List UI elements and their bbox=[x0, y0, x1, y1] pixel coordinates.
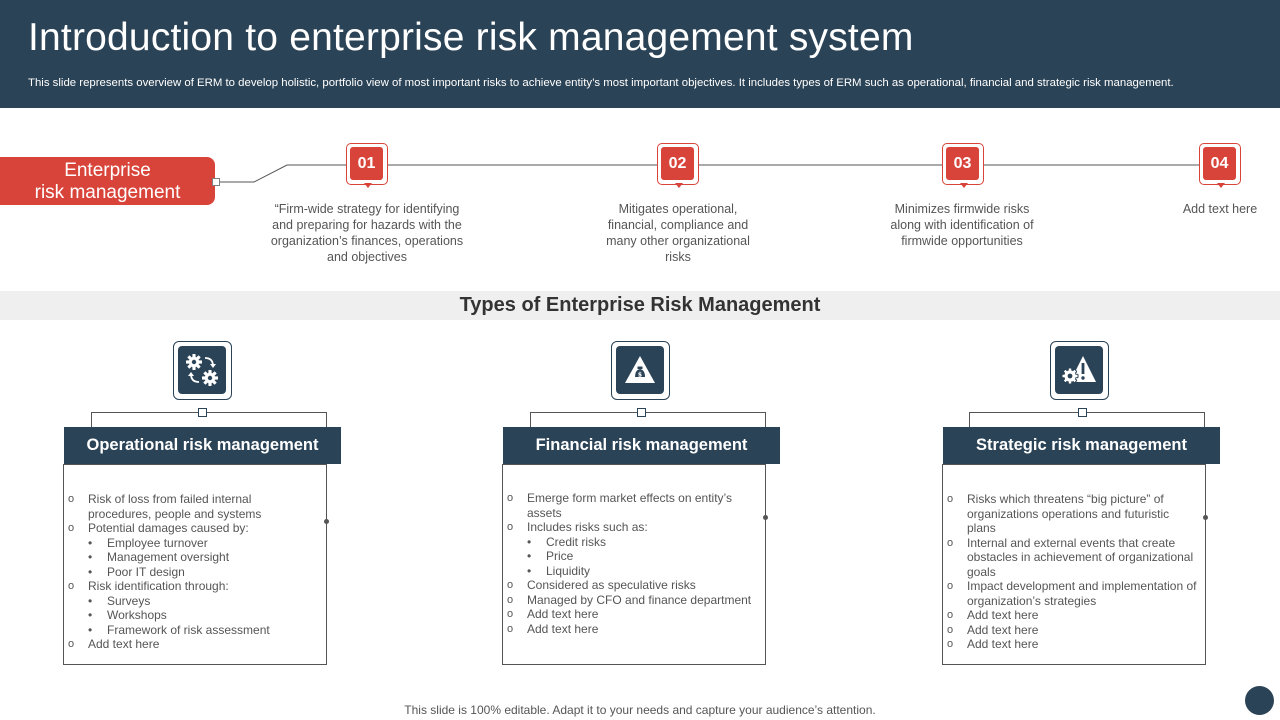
step-04-text: Add text here bbox=[1182, 202, 1258, 216]
operational-bracket bbox=[91, 412, 327, 428]
erm-pill-line1: Enterprise bbox=[64, 160, 151, 181]
gear-warning-icon bbox=[1059, 350, 1099, 390]
step-02-marker bbox=[657, 143, 699, 185]
step-02-text: Mitigates operational, financial, compliance and many other organizational risks bbox=[606, 202, 750, 264]
list-item: o Internal and external events that create obstacles in achievement of organizational goals bbox=[947, 536, 1197, 580]
operational-frame-dot bbox=[324, 519, 329, 524]
list-item: o Risk identification through: bbox=[68, 579, 318, 594]
list-item: o Impact development and implementation of organization’s strategies bbox=[947, 579, 1197, 608]
step-pointer bbox=[960, 183, 968, 188]
step-01-marker bbox=[346, 143, 388, 185]
svg-text:$: $ bbox=[637, 371, 643, 379]
list-item: o Risks which threatens “big picture” of organizations operations and futuristic plans bbox=[947, 492, 1197, 536]
list-item: o Add text here bbox=[947, 637, 1197, 652]
list-item: o Add text here bbox=[507, 622, 757, 637]
gears-process-icon bbox=[182, 350, 222, 390]
sub-bullet-item: • Framework of risk assessment bbox=[68, 623, 318, 638]
sub-bullet-item: • Management oversight bbox=[68, 550, 318, 565]
step-pointer bbox=[675, 183, 683, 188]
list-item: o Managed by CFO and finance department bbox=[507, 593, 757, 608]
step-number: 03 bbox=[946, 147, 979, 180]
step-04-marker bbox=[1199, 143, 1241, 185]
sub-bullet-item: • Liquidity bbox=[507, 564, 757, 579]
sub-bullet-item: • Credit risks bbox=[507, 535, 757, 550]
sub-bullet-item: • Surveys bbox=[68, 594, 318, 609]
sub-bullet-item: • Price bbox=[507, 549, 757, 564]
slide-subtitle: This slide represents overview of ERM to develop holistic, portfolio view of most important risks to achieve entity’s most important objectives. It includes types of ERM such as operational, financial and strategic risk management. bbox=[28, 77, 1174, 89]
sub-bullet-item: • Employee turnover bbox=[68, 536, 318, 551]
step-number: 01 bbox=[350, 147, 383, 180]
operational-icon-frame bbox=[173, 341, 232, 400]
financial-frame-dot bbox=[763, 515, 768, 520]
timeline-connector bbox=[0, 130, 1280, 190]
corner-dot bbox=[1245, 686, 1274, 715]
strategic-list bbox=[947, 492, 1197, 652]
step-01-text: “Firm-wide strategy for identifying and preparing for hazards with the organization’s finances, operations and objectives bbox=[270, 202, 464, 264]
step-03-marker bbox=[942, 143, 984, 185]
financial-label: Financial risk management bbox=[503, 427, 780, 464]
erm-pill-line2: risk management bbox=[34, 182, 181, 203]
list-item: o Includes risks such as: bbox=[507, 520, 757, 535]
sub-bullet-item: • Workshops bbox=[68, 608, 318, 623]
strategic-bracket bbox=[969, 412, 1205, 428]
header-bar bbox=[0, 0, 1280, 108]
list-item: o Risk of loss from failed internal procedures, people and systems bbox=[68, 492, 318, 521]
step-pointer bbox=[1217, 183, 1225, 188]
step-03-text: Minimizes firmwide risks along with identification of firmwide opportunities bbox=[890, 202, 1034, 248]
strategic-frame-dot bbox=[1203, 515, 1208, 520]
step-pointer bbox=[364, 183, 372, 188]
step-number: 02 bbox=[661, 147, 694, 180]
list-item: o Emerge form market effects on entity’s assets bbox=[507, 491, 757, 520]
sub-bullet-item: • Poor IT design bbox=[68, 565, 318, 580]
types-title: Types of Enterprise Risk Management bbox=[459, 294, 821, 316]
operational-knob bbox=[198, 408, 207, 417]
step-number: 04 bbox=[1203, 147, 1236, 180]
list-item: o Add text here bbox=[68, 637, 318, 652]
money-warning-icon bbox=[620, 350, 660, 390]
list-item: o Add text here bbox=[947, 608, 1197, 623]
slide-title: Introduction to enterprise risk management system bbox=[28, 16, 914, 59]
footer-note: This slide is 100% editable. Adapt it to your needs and capture your audience’s attention. bbox=[404, 703, 876, 717]
strategic-icon-frame bbox=[1050, 341, 1109, 400]
financial-list bbox=[507, 491, 757, 636]
strategic-label: Strategic risk management bbox=[943, 427, 1220, 464]
list-item: o Add text here bbox=[507, 607, 757, 622]
operational-label: Operational risk management bbox=[64, 427, 341, 464]
operational-list bbox=[68, 492, 318, 652]
financial-knob bbox=[637, 408, 646, 417]
financial-icon-frame bbox=[611, 341, 670, 400]
strategic-knob bbox=[1078, 408, 1087, 417]
list-item: o Add text here bbox=[947, 623, 1197, 638]
list-item: o Potential damages caused by: bbox=[68, 521, 318, 536]
financial-bracket bbox=[530, 412, 766, 428]
list-item: o Considered as speculative risks bbox=[507, 578, 757, 593]
